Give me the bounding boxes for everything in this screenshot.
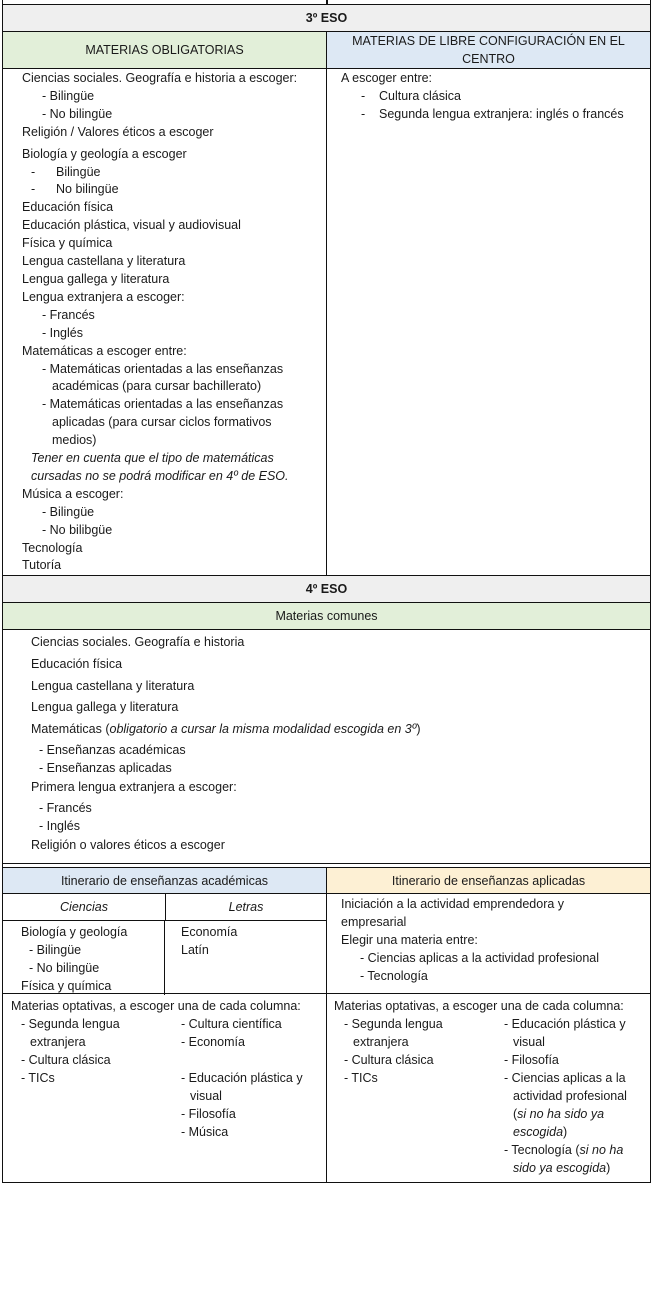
- comun-ef: Educación física: [31, 656, 123, 671]
- aplicadas-header: Itinerario de enseñanzas aplicadas: [327, 868, 650, 893]
- ciencias-item: Biología y geología: [21, 925, 128, 939]
- libre-header-line2: CENTRO: [462, 52, 515, 66]
- eso3-title: 3º ESO: [3, 5, 650, 31]
- academicas-header: Itinerario de enseñanzas académicas: [3, 868, 327, 893]
- aplicadas-body: [327, 894, 650, 993]
- ciencias-list: [3, 921, 165, 995]
- libre-header-line1: MATERIAS DE LIBRE CONFIGURACIÓN EN EL: [352, 34, 625, 48]
- optativa-item: - Filosofía: [504, 1053, 559, 1067]
- optativa-item: - Cultura clásica: [344, 1053, 434, 1067]
- obligatorias-header: MATERIAS OBLIGATORIAS: [3, 32, 327, 68]
- eso4-title-row: [3, 576, 650, 603]
- aplicadas-option: - Ciencias aplicas a la actividad profesional: [360, 951, 600, 965]
- libre-intro: A escoger entre:: [341, 71, 433, 85]
- libre-config-list: [327, 69, 650, 575]
- comunes-body: [3, 630, 650, 864]
- note: escogida: [513, 1125, 564, 1139]
- subject-option: - No bilibgüe: [42, 522, 113, 537]
- comun-lengua-option: - Francés: [39, 800, 92, 815]
- comun-primera-lengua: Primera lengua extranjera a escoger:: [31, 779, 237, 794]
- mat-note: cursadas no se podrá modificar en 4º de ESO.: [31, 468, 289, 483]
- optativa-item-cont: extranjera: [353, 1035, 409, 1049]
- comunes-list: [31, 632, 650, 863]
- optativas-col2: [504, 1015, 648, 1177]
- option-label: No bilingüe: [56, 182, 119, 197]
- letras-item: Latín: [181, 943, 209, 957]
- comun-religion: Religión o valores éticos a escoger: [31, 837, 225, 852]
- ciencias-item: Física y química: [21, 979, 112, 993]
- optativa-item: - Música: [181, 1125, 229, 1139]
- academicas-optativas: [3, 994, 327, 1182]
- eso4-title: 4º ESO: [3, 576, 650, 602]
- ciencias-item: - Bilingüe: [29, 943, 82, 957]
- curriculum-table: [2, 4, 651, 1183]
- comun-gallega: Lengua gallega y literatura: [31, 700, 179, 715]
- subject-extranjera: Lengua extranjera a escoger:: [22, 289, 185, 304]
- mat-prefix: Matemáticas (: [31, 722, 110, 737]
- note: si no ha sido ya: [517, 1107, 605, 1121]
- eso3-header-row: [3, 32, 650, 69]
- libre-config-header: [327, 32, 650, 68]
- subject-option: - Bilingüe: [42, 504, 95, 519]
- optativas-columns: [334, 1015, 648, 1177]
- subject-plastica: Educación plástica, visual y audiovisual: [22, 218, 241, 233]
- subject-tecnologia: Tecnología: [22, 540, 83, 555]
- academicas-lists: [3, 921, 326, 995]
- mat-note: obligatorio a cursar la misma modalidad escogida en 3º: [109, 722, 417, 737]
- mat-option-2-cont: medios): [52, 433, 97, 448]
- optativas-title: Materias optativas, a escoger una de cada columna:: [11, 999, 301, 1013]
- mat-option-1-cont: académicas (para cursar bachillerato): [52, 379, 262, 394]
- optativa-item: - Ciencias aplicas a la: [504, 1071, 626, 1085]
- optativas-col1: [21, 1015, 181, 1141]
- tec-label: - Tecnología (: [504, 1143, 580, 1157]
- optativa-item: [504, 1141, 648, 1159]
- optativa-spacer: [181, 1051, 324, 1069]
- note: si no ha: [579, 1143, 624, 1157]
- optativa-item: - Cultura clásica: [21, 1053, 111, 1067]
- obligatorias-list: [3, 69, 327, 575]
- optativas-col2: [181, 1015, 324, 1141]
- paren: ): [606, 1161, 611, 1175]
- subject-educacion-fisica: Educación física: [22, 200, 114, 215]
- ciencias-item: - No bilingüe: [29, 961, 100, 975]
- subject-fisica-quimica: Física y química: [22, 236, 113, 251]
- subject-castellana: Lengua castellana y literatura: [22, 254, 186, 269]
- letras-header: Letras: [228, 900, 264, 914]
- aplicadas-elegir: Elegir una materia entre:: [341, 933, 478, 947]
- subject-option: - No bilingüe: [22, 181, 322, 199]
- optativa-item: - Economía: [181, 1035, 245, 1049]
- subject-gallega: Lengua gallega y literatura: [22, 271, 170, 286]
- optativa-item: - Segunda lengua: [21, 1017, 120, 1031]
- paren: ): [563, 1125, 568, 1139]
- subject-musica: Música a escoger:: [22, 486, 124, 501]
- comun-mat-option: - Enseñanzas aplicadas: [39, 760, 172, 775]
- optativa-item-cont: visual: [190, 1089, 222, 1103]
- subject-option: - Francés: [42, 307, 95, 322]
- mat-note: Tener en cuenta que el tipo de matemáticas: [31, 451, 274, 466]
- subject-ciencias-sociales: Ciencias sociales. Geografía e historia a escoger:: [22, 71, 298, 85]
- subject-option: - No bilingüe: [42, 106, 113, 121]
- subject-option: - Inglés: [42, 325, 83, 340]
- optativa-item-cont: extranjera: [30, 1035, 86, 1049]
- optativas-col1: [344, 1015, 504, 1177]
- optativa-item: - Filosofía: [181, 1107, 236, 1121]
- optativa-item: - TICs: [344, 1071, 378, 1085]
- libre-option: - Segunda lengua extranjera: inglés o francés: [341, 106, 646, 124]
- optativa-item: - Segunda lengua: [344, 1017, 443, 1031]
- comun-cs: Ciencias sociales. Geografía e historia: [31, 635, 245, 649]
- comun-lengua-option: - Inglés: [39, 818, 80, 833]
- optativa-item-cont: [504, 1105, 648, 1123]
- paren: (: [513, 1107, 518, 1121]
- comunes-header-row: [3, 603, 650, 630]
- optativa-item: - Educación plástica y: [504, 1017, 626, 1031]
- itinerario-body-row: [3, 894, 650, 994]
- mat-option-2-cont: aplicadas (para cursar ciclos formativos: [52, 415, 272, 430]
- subject-tutoria: Tutoría: [22, 558, 62, 573]
- mat-suffix: ): [416, 722, 421, 737]
- letras-list: [165, 921, 326, 995]
- option-label: Cultura clásica: [379, 88, 461, 103]
- itinerario-header-row: [3, 868, 650, 894]
- subject-matematicas: Matemáticas a escoger entre:: [22, 343, 187, 358]
- optativas-row: [3, 994, 650, 1182]
- subject-biologia: Biología y geología a escoger: [22, 146, 187, 161]
- mat-option-2: - Matemáticas orientadas a las enseñanzas: [42, 397, 284, 412]
- comun-matematicas: [31, 719, 650, 741]
- optativa-item: - TICs: [21, 1071, 55, 1085]
- academicas-subheader-row: [3, 894, 326, 921]
- aplicadas-iniciacion-cont: empresarial: [341, 915, 407, 929]
- optativa-item-cont: [504, 1123, 648, 1141]
- eso3-body-row: [3, 69, 650, 576]
- optativas-title: Materias optativas, a escoger una de cada columna:: [334, 999, 624, 1013]
- eso3-title-row: [3, 5, 650, 32]
- comun-mat-option: - Enseñanzas académicas: [39, 742, 186, 757]
- letras-item: Economía: [181, 925, 238, 939]
- aplicadas-iniciacion: Iniciación a la actividad emprendedora y: [341, 897, 565, 911]
- subject-religion: Religión / Valores éticos a escoger: [22, 124, 214, 139]
- optativa-item-cont: [504, 1159, 648, 1177]
- optativa-item: - Cultura científica: [181, 1017, 282, 1031]
- optativas-columns: [11, 1015, 324, 1141]
- optativa-item-cont: actividad profesional: [513, 1089, 627, 1103]
- mat-option-1: - Matemáticas orientadas a las enseñanzas: [42, 361, 284, 376]
- subject-option: - Bilingüe: [42, 88, 95, 103]
- note: sido ya escogida: [513, 1161, 607, 1175]
- comun-castellana: Lengua castellana y literatura: [31, 678, 195, 693]
- comunes-header: Materias comunes: [3, 603, 650, 629]
- optativa-item-cont: visual: [513, 1035, 545, 1049]
- aplicadas-optativas: [327, 994, 650, 1182]
- academicas-body: [3, 894, 327, 993]
- aplicadas-option: - Tecnología: [360, 969, 428, 983]
- option-label: Bilingüe: [56, 164, 101, 179]
- subject-option: - Bilingüe: [22, 164, 322, 182]
- ciencias-header: Ciencias: [3, 894, 166, 920]
- optativa-item: - Educación plástica y: [181, 1071, 303, 1085]
- libre-option: - Cultura clásica: [341, 88, 646, 106]
- option-label: Segunda lengua extranjera: inglés o francés: [379, 106, 624, 121]
